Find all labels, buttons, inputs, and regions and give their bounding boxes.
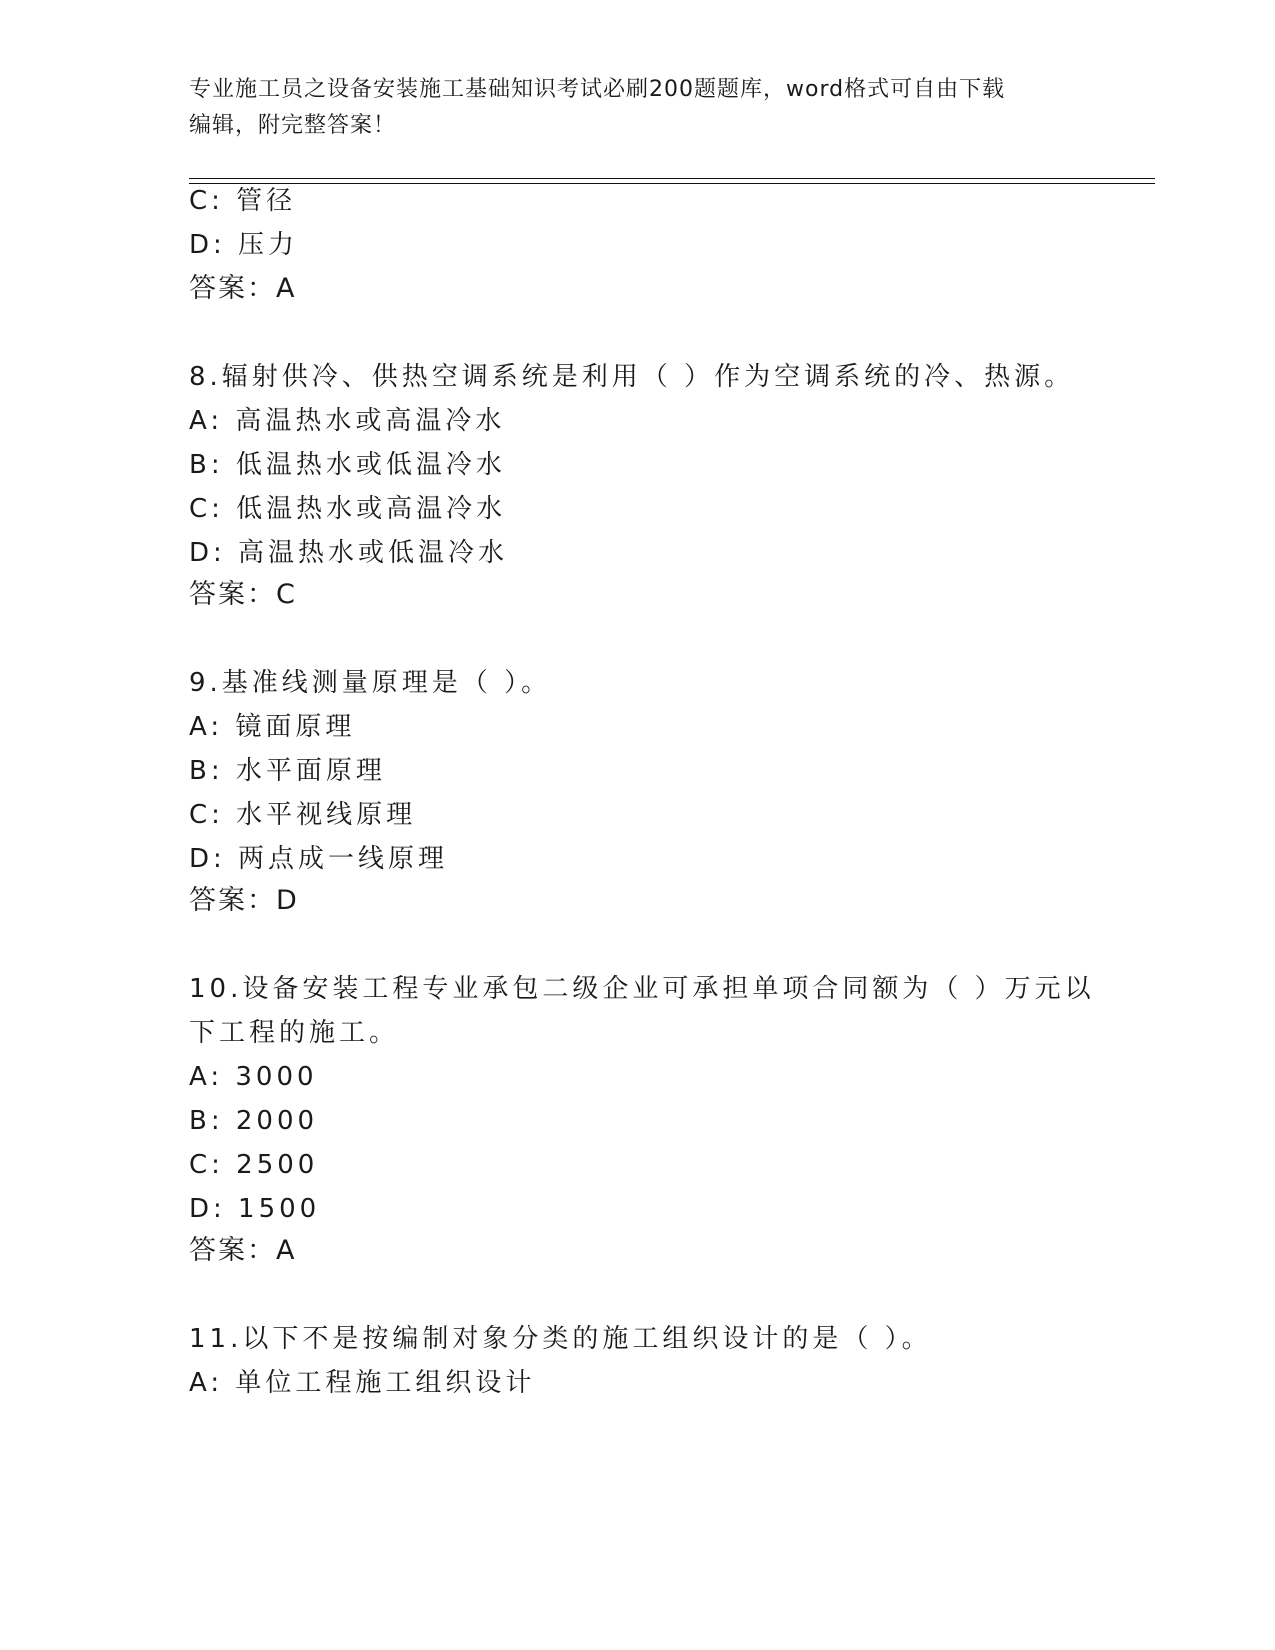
q8-option-c: C: 低温热水或高温冷水 [189, 494, 507, 524]
q9-option-d: D: 两点成一线原理 [189, 844, 449, 874]
document-header [189, 72, 1089, 144]
q8-option-b: B: 低温热水或低温冷水 [189, 450, 506, 480]
q8-option-d: D: 高温热水或低温冷水 [189, 538, 509, 568]
q11-option-a: A: 单位工程施工组织设计 [189, 1368, 536, 1398]
q10-option-d: D: 1500 [189, 1194, 321, 1224]
q10-option-b: B: 2000 [189, 1106, 319, 1136]
q8-option-a: A: 高温热水或高温冷水 [189, 406, 506, 436]
q8-answer: 答案：C [189, 579, 297, 610]
header-divider-bottom [189, 183, 1155, 184]
q9-option-a: A: 镜面原理 [189, 712, 356, 742]
prev-question-answer: 答案：A [189, 273, 297, 304]
q10-stem-line-2: 下工程的施工。 [189, 1018, 400, 1048]
q10-answer: 答案：A [189, 1235, 297, 1266]
header-divider-top [189, 178, 1155, 179]
q10-stem-line-1: 10.设备安装工程专业承包二级企业可承担单项合同额为（ ）万元以 [189, 974, 1095, 1004]
q11-stem: 11.以下不是按编制对象分类的施工组织设计的是（ ）。 [189, 1324, 932, 1354]
q10-option-a: A: 3000 [189, 1062, 318, 1092]
q8-stem: 8.辐射供冷、供热空调系统是利用（ ）作为空调系统的冷、热源。 [189, 362, 1075, 392]
q9-option-c: C: 水平视线原理 [189, 800, 417, 830]
q10-option-c: C: 2500 [189, 1150, 319, 1180]
q9-stem: 9.基准线测量原理是（ ）。 [189, 668, 552, 698]
prev-question-option-c: C: 管径 [189, 186, 297, 216]
prev-question-option-d: D: 压力 [189, 230, 299, 260]
q9-answer: 答案：D [189, 885, 299, 916]
header-title-line-1: 专业施工员之设备安装施工基础知识考试必刷200题题库，word格式可自由下载 [189, 77, 1006, 102]
q9-option-b: B: 水平面原理 [189, 756, 386, 786]
header-title-line-2: 编辑，附完整答案！ [189, 113, 397, 138]
